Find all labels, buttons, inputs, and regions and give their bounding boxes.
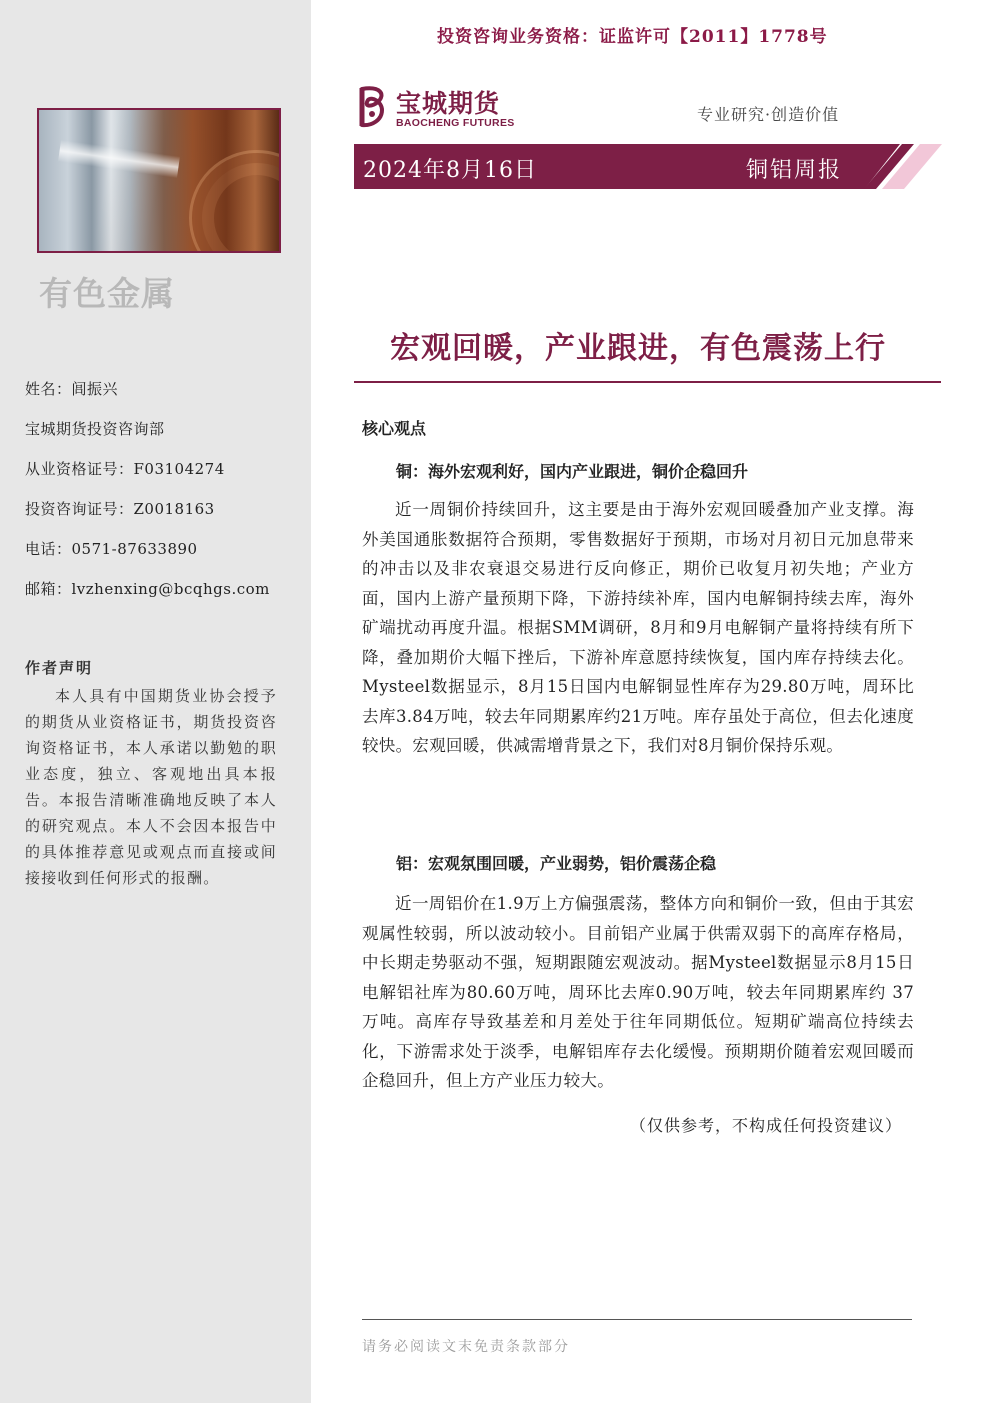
band-stripes-icon bbox=[858, 144, 942, 189]
aluminum-heading: 铝：宏观氛围回暖，产业弱势，铝价震荡企稳 bbox=[396, 854, 717, 873]
aluminum-body: 近一周铝价在1.9万上方偏强震荡，整体方向和铜价一致，但由于其宏观属性较弱，所以波动较小。目前铝产业属于供需双弱下的高库存格局，中长期走势驱动不强，短期跟随宏观波动。据Mysteel数据显示8月15日电解铝社库为80.60万吨，周环比去库0.90万吨，较去年同期累库约 37 万吨。高库存导致基差和月差处于往年同期低位。短期矿端高位持续去化，下游需求处于淡季，电解铝库存去化缓慢。预期期价随着宏观回暖而企稳回升，但上方产业压力较大。 bbox=[362, 894, 914, 1090]
photo-highlight bbox=[58, 140, 180, 178]
copper-heading: 铜：海外宏观利好，国内产业跟进，铜价企稳回升 bbox=[396, 462, 749, 481]
core-heading: 核心观点 bbox=[362, 419, 427, 438]
department: 宝城期货投资咨询部 bbox=[25, 420, 165, 438]
sector-label: 有色金属 bbox=[39, 274, 175, 313]
disclaimer: （仅供参考，不构成任何投资建议） bbox=[630, 1116, 903, 1135]
phone: 电话：0571-87633890 bbox=[25, 540, 198, 558]
slogan: 专业研究·创造价值 bbox=[697, 105, 840, 124]
logo-chinese: 宝城期货 bbox=[396, 89, 501, 118]
left-sidebar bbox=[0, 0, 311, 1403]
declaration-title: 作者声明 bbox=[25, 659, 94, 677]
company-logo bbox=[356, 84, 526, 132]
consulting-license: 投资咨询证号：Z0018163 bbox=[25, 500, 215, 518]
email[interactable]: 邮箱：lvzhenxing@bcqhgs.com bbox=[25, 580, 270, 598]
report-type: 铜铝周报 bbox=[746, 158, 843, 183]
qualification-line: 投资咨询业务资格：证监许可【2011】1778号 bbox=[437, 27, 828, 47]
photo-copper-coil bbox=[189, 150, 281, 253]
footer-note: 请务必阅读文末免责条款部分 bbox=[362, 1339, 570, 1355]
report-date: 2024年8月16日 bbox=[363, 158, 537, 183]
logo-english: BAOCHENG FUTURES bbox=[396, 117, 515, 129]
report-title: 宏观回暖，产业跟进，有色震荡上行 bbox=[390, 331, 886, 366]
cover-metal-photo bbox=[37, 108, 281, 253]
logo-mark-icon bbox=[356, 84, 392, 130]
footer-divider bbox=[362, 1319, 912, 1320]
title-divider bbox=[354, 381, 941, 383]
practice-license: 从业资格证号：F03104274 bbox=[25, 460, 225, 478]
analyst-name: 姓名：闾振兴 bbox=[25, 380, 119, 398]
declaration-body: 本人具有中国期货业协会授予的期货从业资格证书，期货投资咨询资格证书，本人承诺以勤勉的职业态度，独立、客观地出具本报告。本报告清晰准确地反映了本人的研究观点。本人不会因本报告中的具体推荐意见或观点而直接或间接接收到任何形式的报酬。 bbox=[25, 687, 277, 887]
copper-body: 近一周铜价持续回升，这主要是由于海外宏观回暖叠加产业支撑。海外美国通胀数据符合预期，零售数据好于预期，市场对月初日元加息带来的冲击以及非农衰退交易进行反向修正，期价已收复月初失地；产业方面，国内上游产量预期下降，下游持续补库，国内电解铜持续去库，海外矿端扰动再度升温。根据SMM调研，8月和9月电解铜产量将持续有所下降，叠加期价大幅下挫后，下游补库意愿持续恢复，国内库存持续去化。Mysteel数据显示，8月15日国内电解铜显性库存为29.80万吨，周环比去库3.84万吨，较去年同期累库约21万吨。库存虽处于高位，但去化速度较快。宏观回暖，供减需增背景之下，我们对8月铜价保持乐观。 bbox=[362, 500, 914, 755]
